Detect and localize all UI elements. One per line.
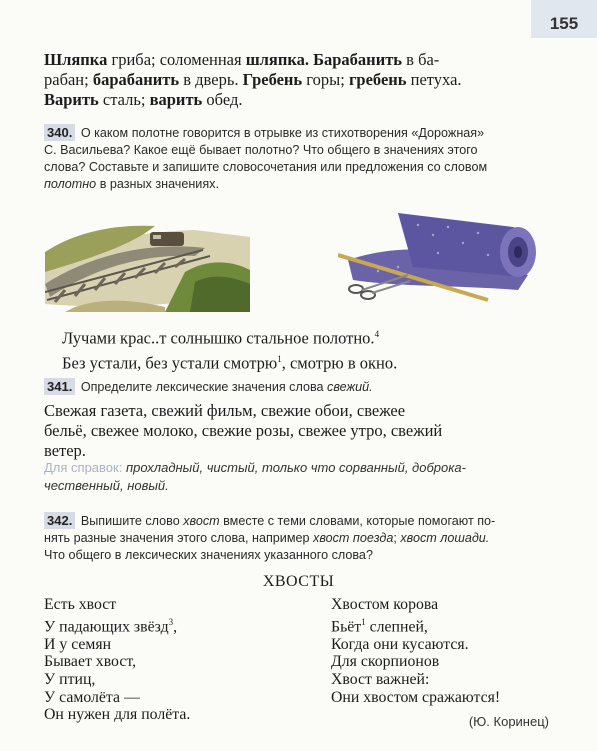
poem-author: (Ю. Коринец) [468, 714, 549, 729]
page-number: 155 [531, 0, 597, 38]
railway-illustration [45, 212, 250, 312]
exercise-342-task: 342. Выпишите слово хвост вместе с теми словами, которые помогают по- нять разные значения этого слова, например хвост поезда; хвост лошади. Что общего в лексических значениях указанного слова? [44, 513, 496, 562]
ex340-poem: Лучами крас..т солнышко стальное полотно.$^4$ Без устали, без устали смотрю$^1$, смотрю в окно. [62, 328, 398, 372]
exercise-number: 340. [44, 124, 75, 141]
poem-right-column: Хвостом корова Бьёт$^1$ слепней, Когда они кусаются. Для скорпионов Хвост важней: Они хвостом сражаются! [331, 596, 501, 706]
exercise-341-task: 341. Определите лексические значения слова свежий. [44, 378, 552, 396]
ex341-hint: Для справок: прохладный, чистый, только что сорванный, доброка- чественный, новый. [44, 460, 466, 493]
intro-text: Шляпка гриба; соломенная шляпка. Барабанить в ба- рабан; барабанить в дверь. Гребень горы; гребень петуха. Варить сталь; варить обед. [44, 50, 462, 109]
exercise-number: 342. [44, 512, 75, 529]
exercise-number: 341. [44, 378, 75, 395]
poem-title: ХВОСТЫ [262, 573, 335, 590]
ex341-text: Свежая газета, свежий фильм, свежие обои, свежее бельё, свежее молоко, свежие розы, свежее утро, свежий ветер. [44, 401, 443, 460]
exercise-340-task: 340. О каком полотне говорится в отрывке из стихотворения «Дорожная» С. Васильева? Какое ещё бывает полотно? Что общего в значениях этого слова? Составьте и запишите словосочетания или предложения со словом полотно в разных значениях. [44, 125, 488, 191]
poem-left-column: Есть хвост У падающих звёзд$^3$, И у семян Бывает хвост, У птиц, У самолёта — Он нужен для полёта. [44, 596, 191, 724]
fabric-roll-illustration [338, 205, 553, 305]
